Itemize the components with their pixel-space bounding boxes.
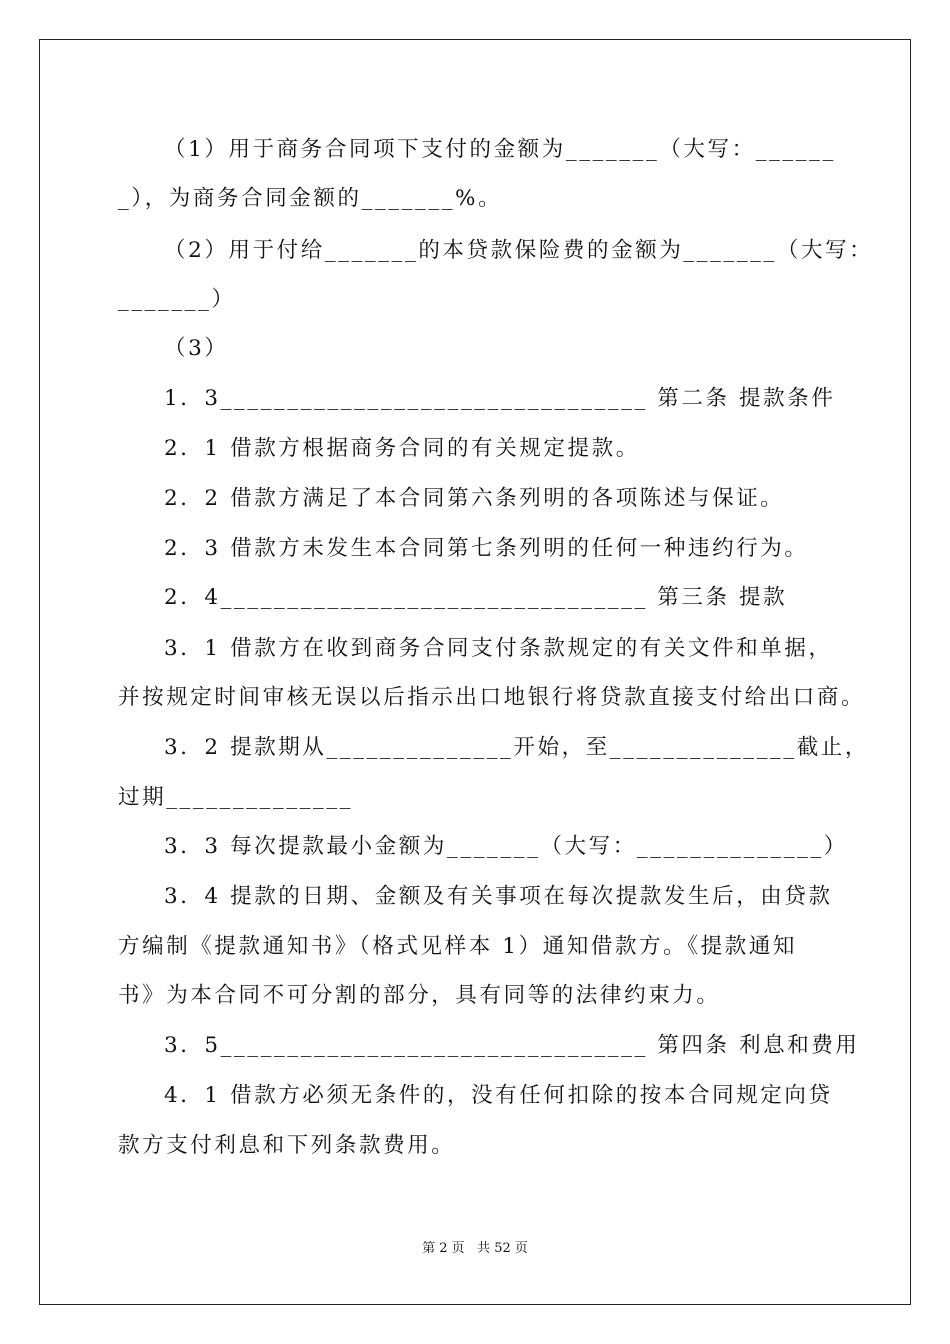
clause-heading-line: 1．3________________________________ 第二条 提款条件	[164, 386, 836, 411]
paragraph-line: 2．1 借款方根据商务合同的有关规定提款。	[164, 436, 640, 461]
paragraph-line: 4．1 借款方必须无条件的，没有任何扣除的按本合同规定向贷	[164, 1083, 833, 1108]
paragraph-line: 2．3 借款方未发生本合同第七条列明的任何一种违约行为。	[164, 536, 809, 561]
paragraph-line: 过期______________	[118, 785, 354, 810]
paragraph-line: （1）用于商务合同项下支付的金额为_______（大写：______	[164, 137, 836, 162]
paragraph-line: 并按规定时间审核无误以后指示出口地银行将贷款直接支付给出口商。	[118, 685, 866, 710]
paragraph-line: 款方支付利息和下列条款费用。	[118, 1133, 456, 1158]
paragraph-line: 方编制《提款通知书》（格式见样本 1）通知借款方。《提款通知	[118, 934, 798, 959]
paragraph-line: 3．1 借款方在收到商务合同支付条款规定的有关文件和单据，	[164, 636, 833, 661]
paragraph-line: （2）用于付给_______的本贷款保险费的金额为_______（大写：	[164, 238, 874, 263]
page-number-footer: 第 2 页 共 52 页	[422, 1241, 528, 1256]
paragraph-line: _），为商务合同金额的_______%。	[118, 186, 503, 211]
paragraph-line: 3．4 提款的日期、金额及有关事项在每次提款发生后，由贷款	[164, 884, 833, 909]
paragraph-line: 书》为本合同不可分割的部分，具有同等的法律约束力。	[118, 983, 721, 1008]
paragraph-line: 2．2 借款方满足了本合同第六条列明的各项陈述与保证。	[164, 486, 785, 511]
paragraph-line: 3．2 提款期从______________开始，至______________截止，	[164, 735, 869, 760]
paragraph-line: （3）	[164, 336, 229, 361]
clause-heading-line: 3．5________________________________ 第四条 利息和费用	[164, 1033, 860, 1058]
paragraph-line: 3．3 每次提款最小金额为_______（大写：______________）	[164, 834, 848, 859]
page-border	[39, 39, 911, 1305]
clause-heading-line: 2．4________________________________ 第三条 提款	[164, 585, 788, 610]
paragraph-line: _______）	[118, 287, 236, 312]
